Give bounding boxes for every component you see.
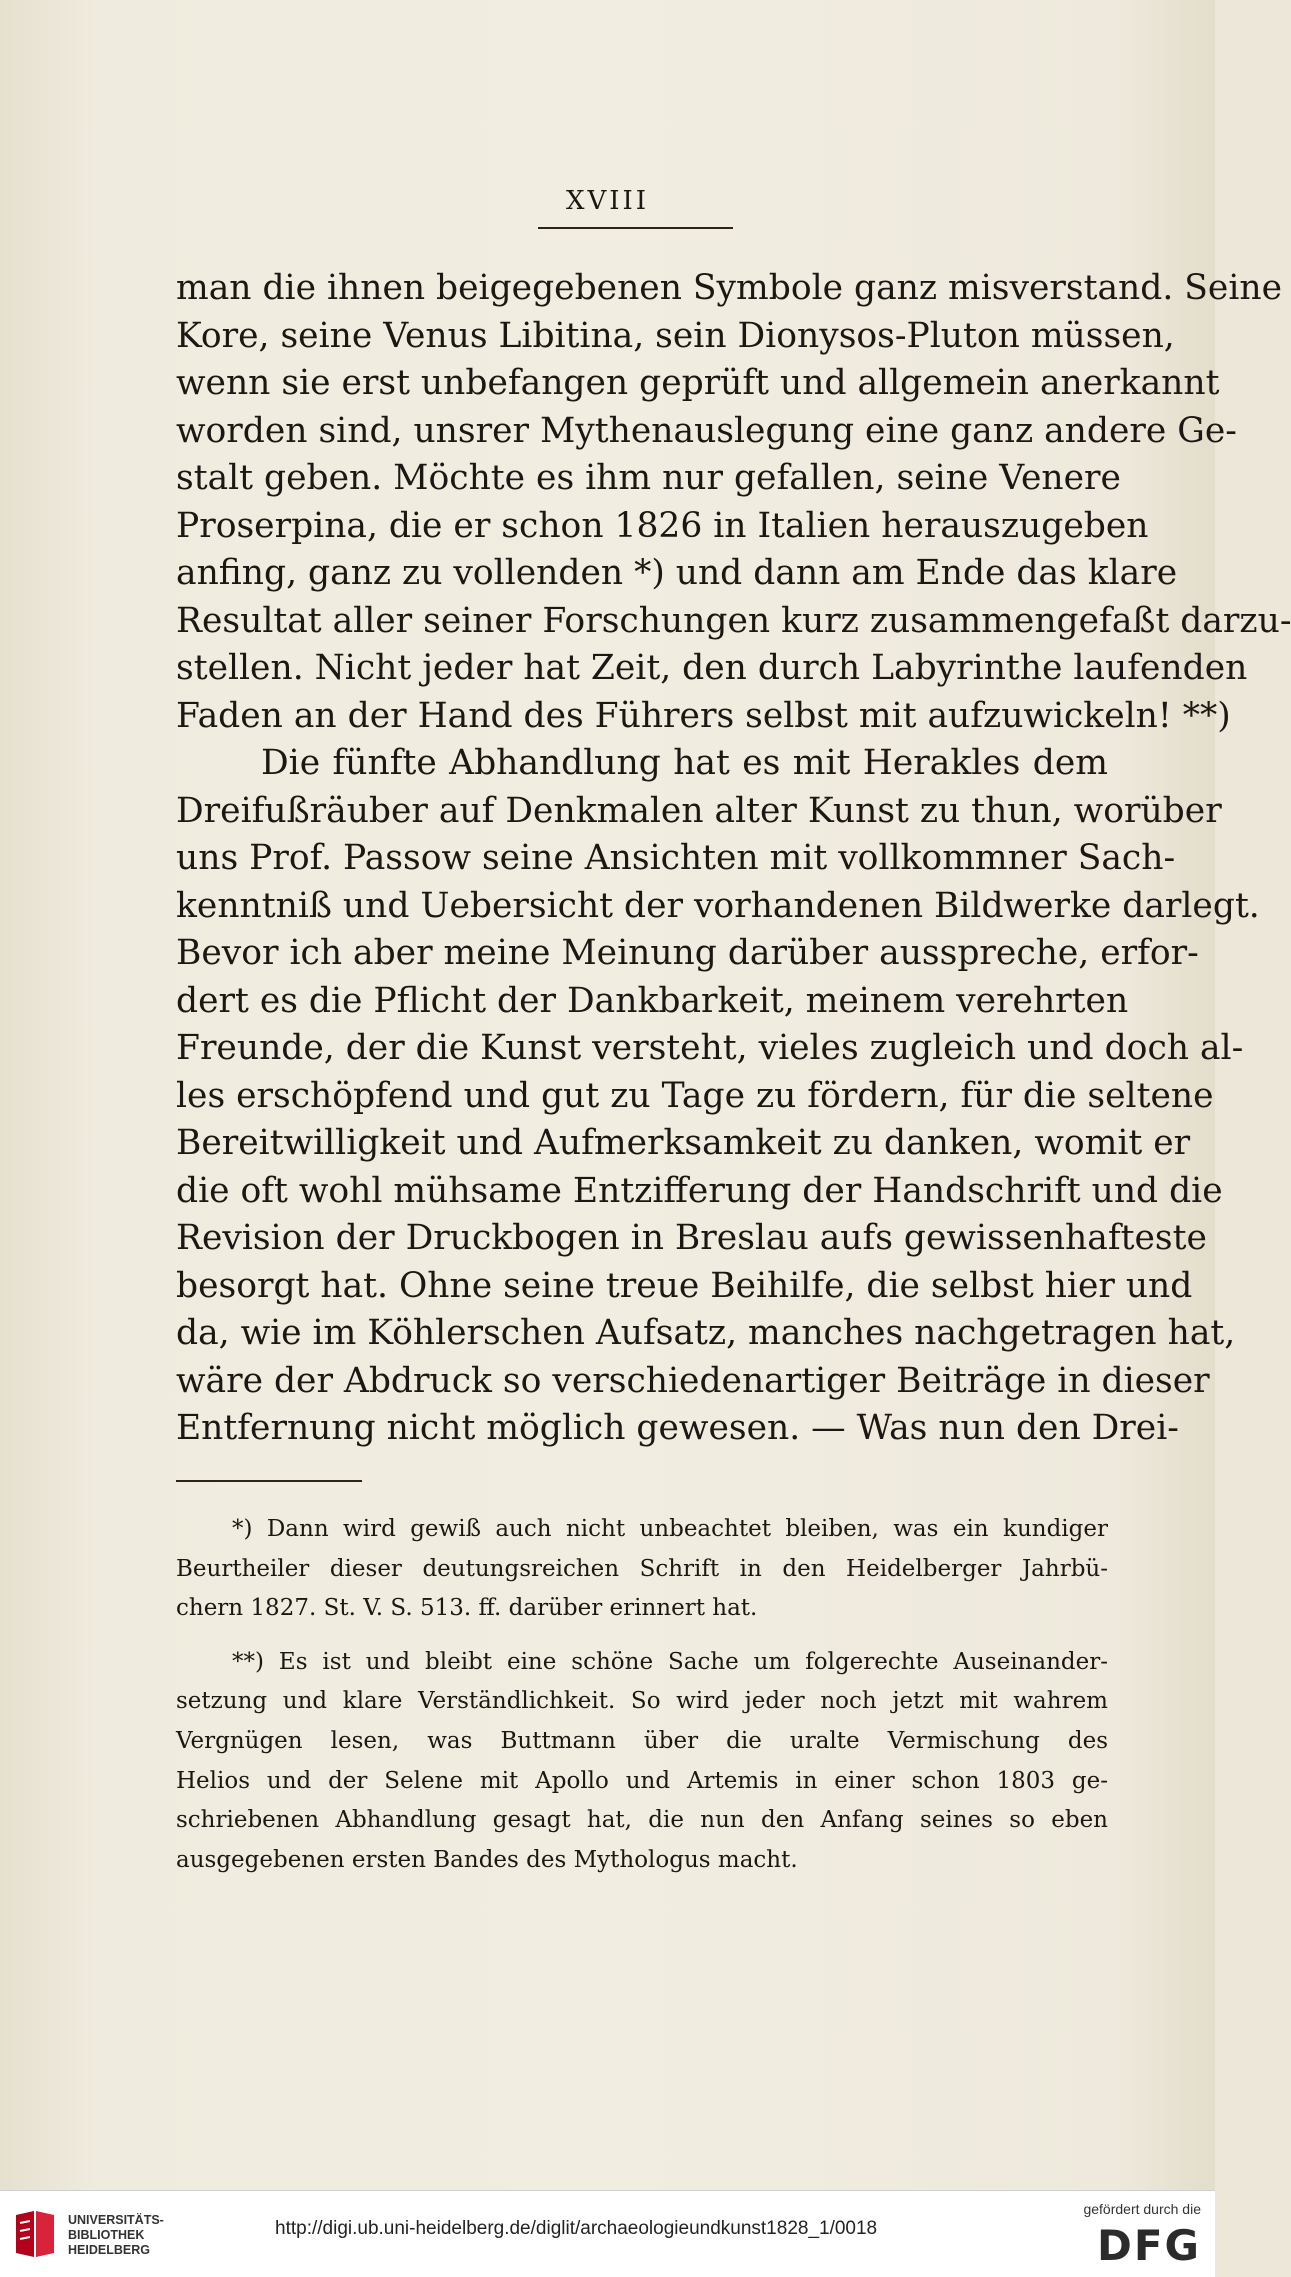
body-line: anfing, ganz zu vollenden *) und dann am Ende das klare: [176, 553, 1178, 593]
body-line: Bevor ich aber meine Meinung darüber ausspreche, erfor-: [176, 933, 1199, 973]
header-rule: [538, 227, 733, 229]
body-line: die oft wohl mühsame Entzifferung der Handschrift und die: [176, 1170, 1223, 1211]
body-line: Resultat aller seiner Forschungen kurz zusammengefaßt darzu-: [176, 600, 1291, 641]
body-line: Revision der Druckbogen in Breslau aufs gewissenhafteste: [176, 1218, 1207, 1258]
footnote-line: Helios und der Selene mit Apollo und Artemis in einer schon 1803 ge-: [176, 1767, 1108, 1794]
body-line: Faden an der Hand des Führers selbst mit aufzuwickeln! **): [176, 695, 1231, 736]
body-line: Freunde, der die Kunst versteht, vieles zugleich und doch al-: [176, 1028, 1244, 1068]
body-line: besorgt hat. Ohne seine treue Beihilfe, die selbst hier und: [176, 1265, 1193, 1306]
footnotes: [176, 1510, 1108, 1880]
footnote-1: [176, 1510, 1108, 1629]
body-line: les erschöpfend und gut zu Tage zu fördern, für die seltene: [176, 1075, 1214, 1116]
body-line: kenntniß und Uebersicht der vorhandenen Bildwerke darlegt.: [176, 885, 1260, 926]
footnote-line: chern 1827. St. V. S. 513. ff. darüber erinnert hat.: [176, 1595, 758, 1622]
library-name[interactable]: UNIVERSITÄTS- BIBLIOTHEK HEIDELBERG: [68, 2213, 164, 2257]
body-line: stalt geben. Möchte es ihm nur gefallen, seine Venere: [176, 458, 1121, 498]
funded-by-label: gefördert durch die: [1083, 2201, 1201, 2217]
body-line: Proserpina, die er schon 1826 in Italien herauszugeben: [176, 505, 1149, 546]
footnote-line: Beurtheiler dieser deutungsreichen Schrift in den Heidelberger Jahrbü-: [176, 1555, 1108, 1582]
body-line: Kore, seine Venus Libitina, sein Dionysos-Pluton müssen,: [176, 315, 1175, 356]
footnote-line: schriebenen Abhandlung gesagt hat, die nun den Anfang seines so eben: [176, 1807, 1108, 1834]
footnote-line: setzung und klare Verständlichkeit. So wird jeder noch jetzt mit wahrem: [176, 1688, 1108, 1715]
body-line: wäre der Abdruck so verschiedenartiger Beiträge in dieser: [176, 1360, 1210, 1401]
footnote-rule: [176, 1480, 362, 1482]
footnote-line: ausgegebenen ersten Bandes des Mythologus macht.: [176, 1846, 798, 1873]
body-line: da, wie im Köhlerschen Aufsatz, manches nachgetragen hat,: [176, 1313, 1236, 1353]
body-line: Entfernung nicht möglich gewesen. — Was nun den Drei-: [176, 1408, 1179, 1448]
footnote-line: Vergnügen lesen, was Buttmann über die uralte Vermischung des: [176, 1727, 1108, 1754]
footnote-2: [176, 1643, 1108, 1881]
body-line: wenn sie erst unbefangen geprüft und allgemein anerkannt: [176, 363, 1220, 403]
university-library-logo-icon: [12, 2209, 58, 2261]
body-line: uns Prof. Passow seine Ansichten mit vollkommner Sach-: [176, 838, 1176, 878]
body-line: Die fünfte Abhandlung hat es mit Herakles dem: [261, 743, 1108, 783]
footnote-line: **) Es ist und bleibt eine schöne Sache um folgerechte Auseinander-: [232, 1648, 1108, 1675]
footnote-line: *) Dann wird gewiß auch nicht unbeachtet bleiben, was ein kundiger: [232, 1516, 1108, 1542]
body-line: Dreifußräuber auf Denkmalen alter Kunst zu thun, worüber: [176, 790, 1222, 831]
body-line: Bereitwilligkeit und Aufmerksamkeit zu danken, womit er: [176, 1123, 1191, 1163]
body-text: [176, 265, 1291, 1453]
viewer-footer: [0, 2190, 1215, 2277]
body-line: worden sind, unsrer Mythenauslegung eine ganz andere Ge-: [176, 410, 1237, 451]
body-line: stellen. Nicht jeder hat Zeit, den durch Labyrinthe laufenden: [176, 648, 1248, 688]
body-line: dert es die Pflicht der Dankbarkeit, meinem verehrten: [176, 980, 1129, 1021]
body-line: man die ihnen beigegebenen Symbole ganz misverstand. Seine: [176, 268, 1282, 308]
page-number: XVIII: [565, 186, 650, 216]
dfg-logo[interactable]: DFG: [1096, 2221, 1201, 2270]
permalink-url[interactable]: http://digi.ub.uni-heidelberg.de/diglit/archaeologieundkunst1828_1/0018: [275, 2218, 878, 2239]
